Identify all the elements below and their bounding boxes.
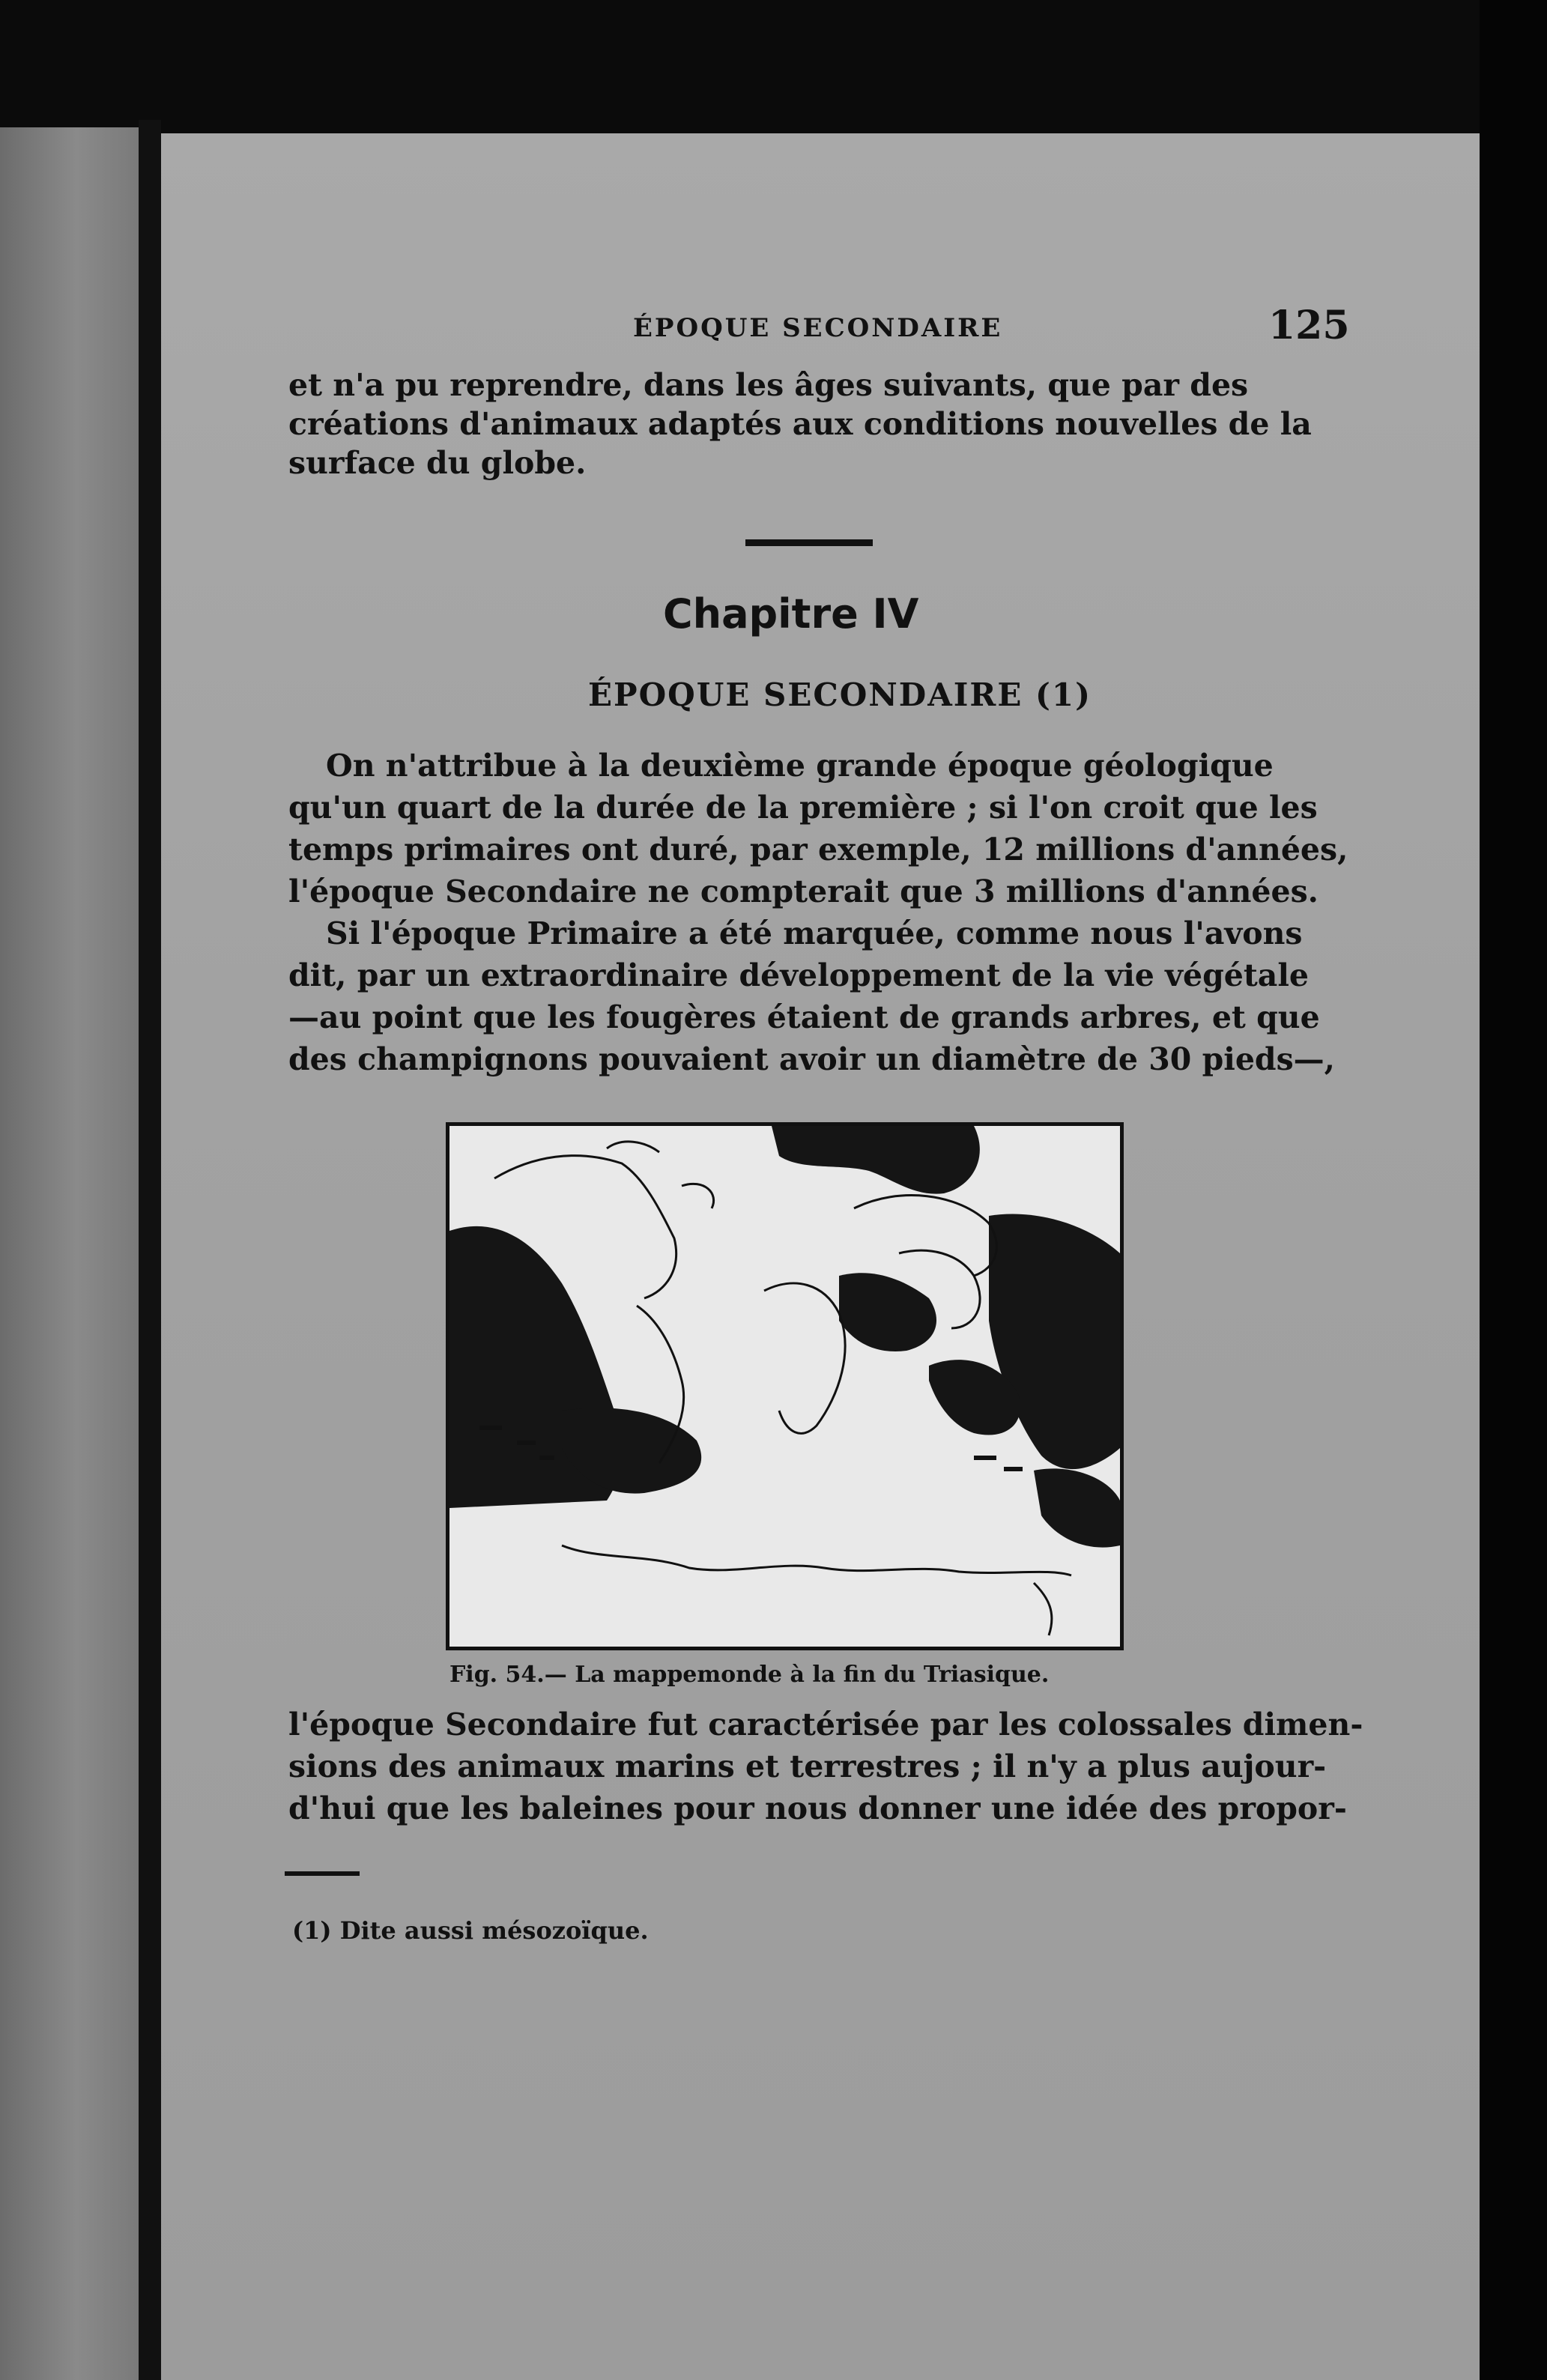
- paragraph-line: l'époque Secondaire ne compterait que 3 millions d'années.: [288, 873, 1319, 909]
- intro-line: et n'a pu reprendre, dans les âges suivants, que par des: [288, 367, 1249, 403]
- running-head: ÉPOQUE SECONDAIRE: [633, 313, 1003, 343]
- paragraph-line: temps primaires ont duré, par exemple, 12 millions d'années,: [288, 832, 1348, 867]
- triassic-world-map-figure: [446, 1122, 1124, 1650]
- paragraph-line: dit, par un extraordinaire développement de la vie végétale: [288, 957, 1309, 993]
- paragraph-line: d'hui que les baleines pour nous donner une idée des propor-: [288, 1790, 1347, 1826]
- intro-line: créations d'animaux adaptés aux conditions nouvelles de la: [288, 406, 1312, 442]
- chapter-title: Chapitre IV: [663, 590, 919, 638]
- section-title: ÉPOQUE SECONDAIRE (1): [588, 676, 1092, 713]
- paragraph-line: On n'attribue à la deuxième grande époque géologique: [326, 748, 1274, 784]
- scan-border: [1480, 0, 1547, 2380]
- book-page: [161, 133, 1480, 2380]
- intro-line: surface du globe.: [288, 445, 587, 481]
- section-rule: [745, 539, 873, 546]
- map-illustration: [449, 1126, 1120, 1647]
- footnote-rule: [285, 1871, 360, 1876]
- paragraph-line: Si l'époque Primaire a été marquée, comme nous l'avons: [326, 915, 1303, 951]
- paragraph-line: l'époque Secondaire fut caractérisée par les colossales dimen-: [288, 1707, 1363, 1742]
- paragraph-line: —au point que les fougères étaient de grands arbres, et que: [288, 999, 1320, 1035]
- page-number: 125: [1268, 303, 1350, 348]
- figure-caption: Fig. 54.— La mappemonde à la fin du Triasique.: [449, 1662, 1050, 1688]
- book-gutter: [139, 120, 161, 2380]
- paragraph-line: qu'un quart de la durée de la première ; si l'on croit que les: [288, 790, 1318, 826]
- facing-page-edge: [0, 127, 139, 2380]
- paragraph-line: sions des animaux marins et terrestres ; il n'y a plus aujour-: [288, 1748, 1327, 1784]
- paragraph-line: des champignons pouvaient avoir un diamètre de 30 pieds—,: [288, 1041, 1335, 1077]
- footnote: (1) Dite aussi mésozoïque.: [292, 1916, 649, 1945]
